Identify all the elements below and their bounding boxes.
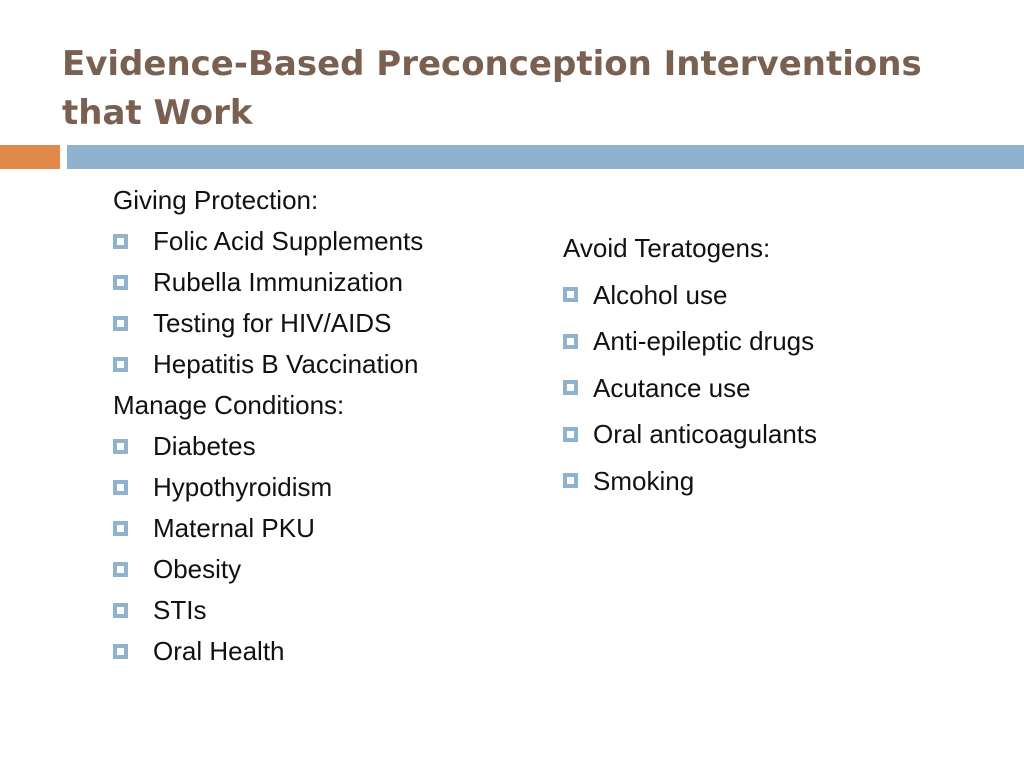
section-heading-giving-protection: Giving Protection:: [113, 185, 319, 215]
square-bullet-icon: [563, 334, 578, 349]
list-item-text: Folic Acid Supplements: [153, 226, 424, 256]
slide-title-line-2: that Work: [62, 93, 253, 133]
square-bullet-icon: [113, 562, 128, 577]
list-item-text: Testing for HIV/AIDS: [153, 308, 392, 338]
list-item-text: STIs: [153, 595, 207, 625]
list-item: [113, 221, 533, 262]
accent-bar-orange: [0, 145, 60, 169]
square-bullet-icon: [113, 480, 128, 495]
list-item: [113, 303, 533, 344]
list-item-text: Maternal PKU: [153, 513, 315, 543]
square-bullet-icon: [563, 427, 578, 442]
slide-title-line-1: Evidence-Based Preconception Interventions: [62, 44, 922, 84]
list-item: [113, 262, 533, 303]
list-item: [563, 411, 1003, 458]
list-item: [563, 458, 1003, 505]
list-item: [563, 365, 1003, 412]
list-item: [563, 272, 1003, 319]
square-bullet-icon: [113, 275, 128, 290]
list-item: [113, 467, 533, 508]
list-item: [113, 590, 533, 631]
list-item: [113, 508, 533, 549]
list-item: [113, 426, 533, 467]
square-bullet-icon: [113, 316, 128, 331]
accent-bar-blue: [67, 145, 1024, 169]
square-bullet-icon: [113, 357, 128, 372]
list-item-text: Oral anticoagulants: [593, 419, 818, 449]
right-column: [563, 225, 1003, 504]
list-item-text: Hepatitis B Vaccination: [153, 349, 419, 379]
list-item: [563, 318, 1003, 365]
list-item-text: Acutance use: [593, 372, 751, 403]
list-item-text: Diabetes: [153, 431, 256, 461]
left-column: [113, 180, 533, 672]
square-bullet-icon: [113, 521, 128, 536]
list-item-text: Obesity: [153, 554, 242, 584]
list-item-text: Rubella Immunization: [153, 267, 404, 297]
list-item-text: Smoking: [593, 465, 695, 496]
square-bullet-icon: [113, 439, 128, 454]
square-bullet-icon: [113, 234, 128, 249]
list-item-text: Oral Health: [153, 636, 285, 666]
list-item: [113, 549, 533, 590]
square-bullet-icon: [113, 644, 128, 659]
square-bullet-icon: [113, 603, 128, 618]
section-heading-avoid-teratogens: Avoid Teratogens:: [563, 233, 771, 263]
square-bullet-icon: [563, 380, 578, 395]
section-heading-manage-conditions: Manage Conditions:: [113, 390, 345, 420]
list-item: [113, 344, 533, 385]
list-item-text: Anti-epileptic drugs: [593, 326, 815, 356]
square-bullet-icon: [563, 287, 578, 302]
square-bullet-icon: [563, 473, 578, 488]
list-item-text: Hypothyroidism: [153, 472, 333, 502]
list-item: [113, 631, 533, 672]
slide-title: [62, 40, 962, 138]
list-item-text: Alcohol use: [593, 279, 728, 310]
